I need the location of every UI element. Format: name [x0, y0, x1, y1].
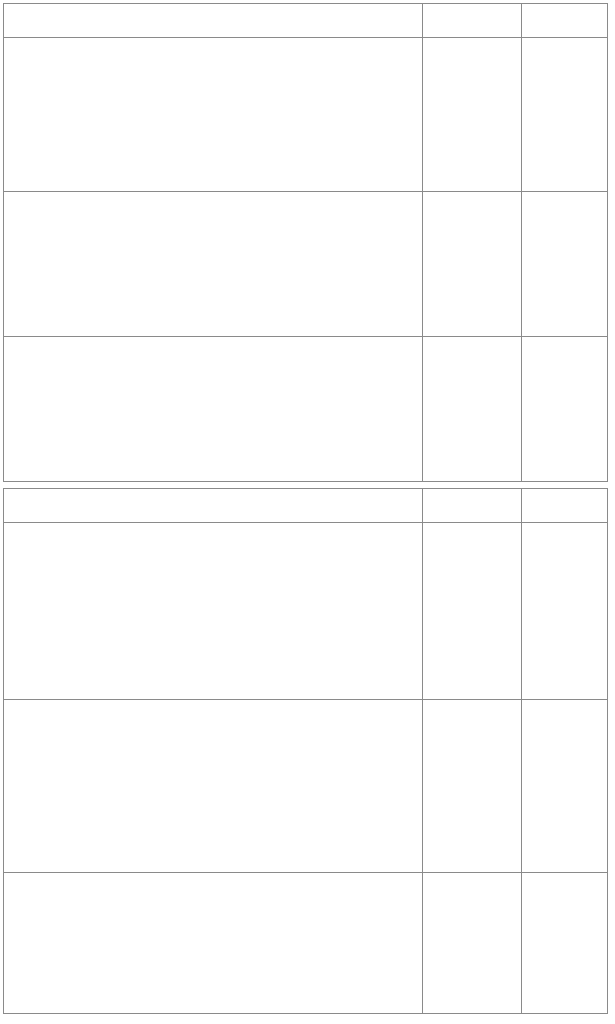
table-row — [4, 700, 607, 873]
table-header — [4, 489, 607, 523]
table-row — [4, 192, 607, 337]
table-row — [4, 873, 607, 1015]
quote-table-1 — [3, 3, 608, 482]
table-row — [4, 337, 607, 481]
table-row — [4, 38, 607, 192]
table-header — [4, 4, 607, 38]
quote-table-2 — [3, 488, 608, 1014]
table-row — [4, 523, 607, 700]
